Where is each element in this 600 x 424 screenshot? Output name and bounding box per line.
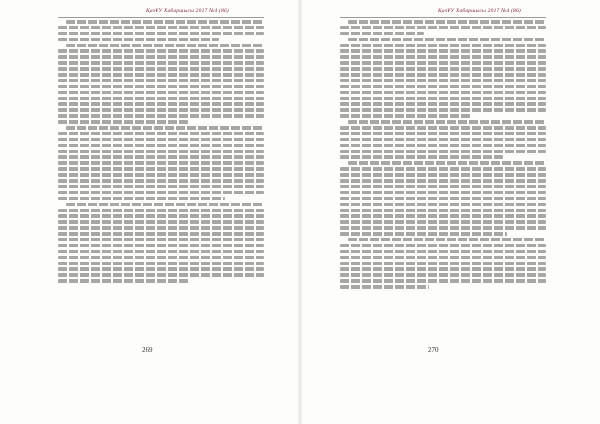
text-line	[58, 250, 264, 254]
text-line	[58, 179, 264, 183]
text-line	[340, 49, 546, 53]
header-rule	[340, 17, 546, 18]
paragraph	[340, 238, 546, 289]
paragraph	[58, 126, 264, 200]
text-line	[58, 267, 264, 271]
running-header: ҚазҰУ Хабаршысы 2017 №4 (86)	[146, 8, 229, 14]
text-line	[58, 167, 264, 171]
text-line	[58, 38, 219, 42]
text-line	[340, 102, 546, 106]
page-body	[58, 20, 264, 283]
text-line	[58, 132, 264, 136]
text-line	[340, 203, 546, 207]
text-line	[58, 214, 264, 218]
text-line	[340, 144, 546, 148]
text-line	[340, 244, 546, 248]
text-line	[58, 32, 264, 36]
text-line	[340, 67, 546, 71]
paragraph	[340, 38, 546, 118]
text-line	[340, 220, 546, 224]
text-line	[348, 120, 546, 124]
text-line	[58, 244, 264, 248]
text-line	[58, 273, 264, 277]
text-line	[58, 55, 264, 59]
text-line	[58, 97, 264, 101]
text-line	[58, 67, 264, 71]
text-line	[340, 32, 424, 36]
text-line	[58, 138, 264, 142]
text-line	[340, 126, 546, 130]
header-rule	[58, 17, 264, 18]
text-line	[340, 173, 546, 177]
text-line	[58, 91, 264, 95]
text-line	[58, 85, 264, 89]
text-line	[58, 49, 264, 53]
text-line	[340, 108, 546, 112]
text-line	[58, 209, 264, 213]
text-line	[340, 285, 429, 289]
text-line	[340, 155, 503, 159]
text-line	[58, 120, 188, 124]
text-line	[58, 114, 264, 118]
text-line	[340, 114, 470, 118]
text-line	[66, 126, 264, 130]
text-line	[348, 238, 546, 242]
text-line	[58, 108, 264, 112]
paragraph	[58, 20, 264, 41]
text-line	[340, 61, 546, 65]
text-line	[340, 273, 546, 277]
text-line	[58, 144, 264, 148]
text-line	[340, 26, 546, 30]
paragraph	[340, 120, 546, 159]
text-line	[340, 138, 546, 142]
text-line	[58, 256, 264, 260]
text-line	[340, 226, 546, 230]
text-line	[340, 256, 546, 260]
text-line	[340, 214, 546, 218]
text-line	[66, 203, 264, 207]
paragraph	[340, 161, 546, 235]
text-line	[340, 267, 546, 271]
text-line	[340, 262, 546, 266]
text-line	[58, 238, 264, 242]
text-line	[340, 209, 546, 213]
text-line	[340, 179, 546, 183]
text-line	[340, 279, 546, 283]
text-line	[58, 226, 264, 230]
text-line	[58, 61, 264, 65]
text-line	[58, 220, 264, 224]
text-line	[340, 79, 546, 83]
text-line	[348, 20, 546, 24]
right-page	[300, 0, 600, 424]
text-line	[340, 197, 546, 201]
text-line	[58, 155, 264, 159]
text-line	[58, 150, 264, 154]
text-line	[340, 91, 546, 95]
text-line	[58, 79, 264, 83]
text-line	[58, 173, 264, 177]
text-line	[340, 85, 546, 89]
text-line	[58, 161, 264, 165]
text-line	[66, 44, 264, 48]
text-line	[348, 161, 546, 165]
running-header: ҚазҰУ Хабаршысы 2017 №4 (86)	[438, 8, 521, 14]
text-line	[66, 20, 264, 24]
text-line	[340, 132, 546, 136]
text-line	[58, 191, 264, 195]
text-line	[340, 150, 546, 154]
text-line	[58, 262, 264, 266]
text-line	[58, 185, 264, 189]
page-number: 270	[428, 346, 439, 354]
page-number: 269	[142, 346, 153, 354]
text-line	[58, 279, 188, 283]
text-line	[340, 55, 546, 59]
page-body	[340, 20, 546, 289]
text-line	[58, 102, 264, 106]
text-line	[58, 232, 264, 236]
text-line	[340, 97, 546, 101]
text-line	[340, 232, 507, 236]
text-line	[348, 38, 546, 42]
paragraph	[58, 44, 264, 124]
text-line	[340, 44, 546, 48]
text-line	[340, 167, 546, 171]
text-line	[340, 191, 546, 195]
text-line	[340, 73, 546, 77]
paragraph	[58, 203, 264, 283]
text-line	[58, 73, 264, 77]
text-line	[340, 185, 546, 189]
text-line	[58, 197, 225, 201]
text-line	[58, 26, 264, 30]
text-line	[340, 250, 546, 254]
paragraph	[340, 20, 546, 35]
